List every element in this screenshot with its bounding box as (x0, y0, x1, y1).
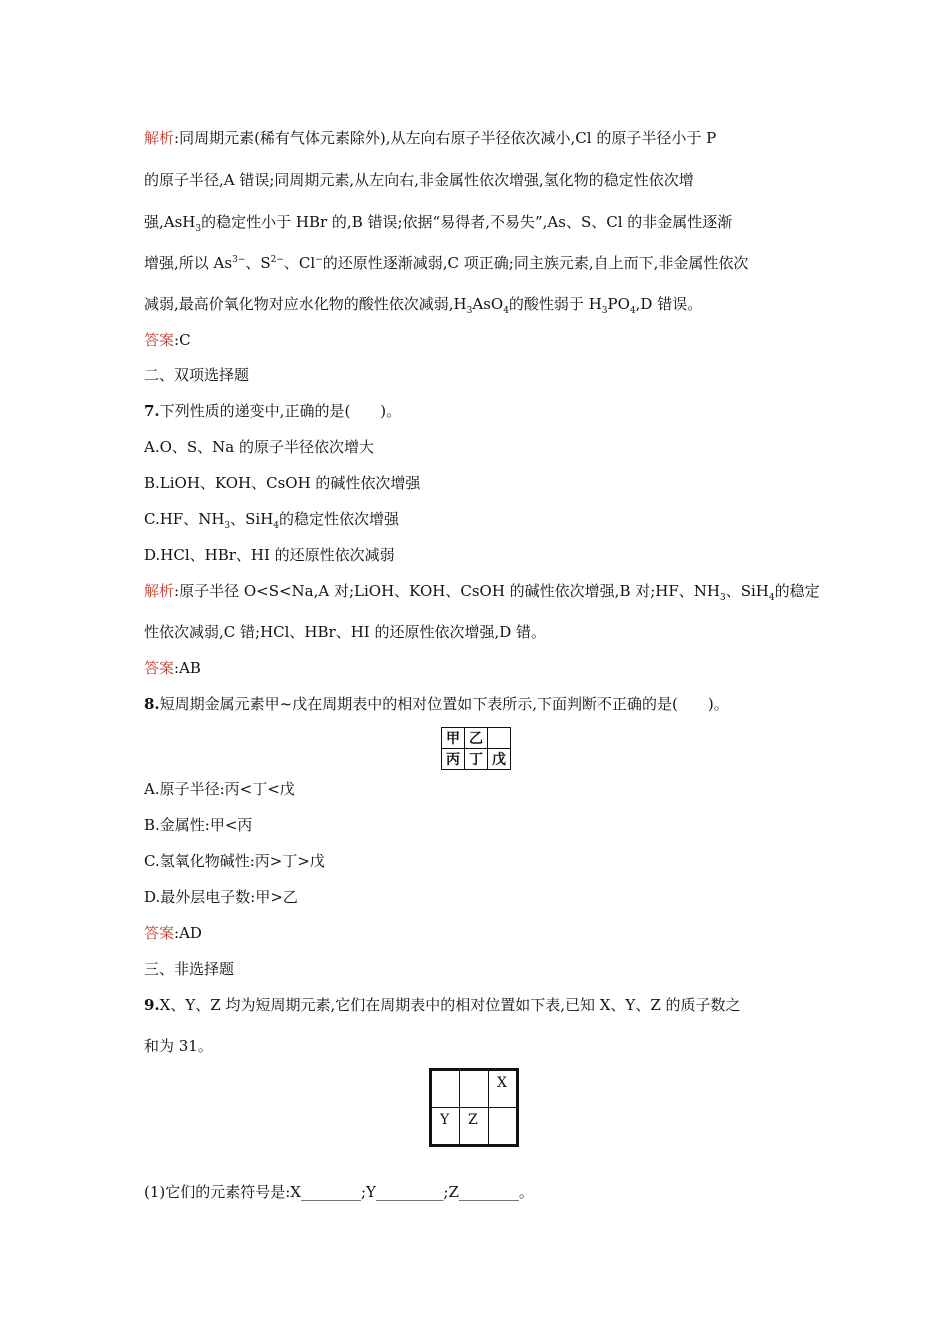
q6-analysis-line-4: 增强,所以 $As^{3-}$、$S^{2-}$、Cl−的还原性逐渐减弱,C 项正确;同主族元素,自上而下,非金属性依次 (144, 254, 749, 272)
section-heading-2: 二、双项选择题 (144, 366, 250, 384)
q7-option-b: B.LiOH、KOH、CsOH 的碱性依次增强 (144, 474, 421, 492)
cell-ding: 丁 (465, 749, 488, 770)
q7-option-d: D.HCl、HBr、HI 的还原性依次减弱 (144, 546, 395, 564)
q6-analysis-line-1: 解析:同周期元素(稀有气体元素除外),从左向右原子半径依次减小,Cl 的原子半径小于 P (144, 129, 717, 147)
cell-jia: 甲 (442, 728, 465, 749)
q6-analysis-line-3: 强,AsH$_3$的稳定性小于 HBr 的,B 错误;依据“易得者,不易失”,As、S、Cl 的非金属性逐渐 (144, 213, 733, 234)
question-number: 7. (144, 402, 160, 420)
cell-yi: 乙 (465, 728, 488, 749)
q7-answer: 答案:AB (144, 659, 201, 677)
q8-option-c: C.氢氧化物碱性:丙>丁>戊 (144, 852, 325, 870)
analysis-label: 解析 (144, 582, 175, 600)
q6-analysis-line-2: 的原子半径,A 错误;同周期元素,从左向右,非金属性依次增强,氢化物的稳定性依次增 (144, 171, 694, 189)
q6-answer: 答案:C (144, 331, 191, 349)
cell-bing: 丙 (442, 749, 465, 770)
cell-wu: 戊 (488, 749, 511, 770)
cell-z: Z (460, 1108, 489, 1146)
q7-analysis-line-2: 性依次减弱,C 错;HCl、HBr、HI 的还原性依次增强,D 错。 (144, 623, 547, 641)
cell-empty (488, 728, 511, 749)
q8-option-b: B.金属性:甲<丙 (144, 816, 253, 834)
q9-stem-line-1: 9.X、Y、Z 均为短周期元素,它们在周期表中的相对位置如下表,已知 X、Y、Z 的质子数之 (144, 996, 741, 1014)
q8-stem: 8.短周期金属元素甲~戊在周期表中的相对位置如下表所示,下面判断不正确的是( )。 (144, 695, 729, 713)
q9-subquestion-1: (1)它们的元素符号是:X________;Y_________;Z________。 (144, 1183, 534, 1201)
q9-stem-line-2: 和为 31。 (144, 1037, 213, 1055)
cell-y: Y (431, 1108, 460, 1146)
question-number: 9. (144, 996, 160, 1014)
answer-label: 答案 (144, 331, 175, 349)
section-heading-3: 三、非选择题 (144, 960, 235, 978)
question-number: 8. (144, 695, 160, 713)
q7-stem: 7.下列性质的递变中,正确的是( )。 (144, 402, 402, 420)
q7-analysis-line-1: 解析:原子半径 O<S<Na,A 对;LiOH、KOH、CsOH 的碱性依次增强,B 对;HF、$NH_3$、SiH$_4$的稳定 (144, 582, 820, 603)
cell-x: X (489, 1070, 518, 1108)
answer-label: 答案 (144, 659, 175, 677)
q6-analysis-line-5: 减弱,最高价氧化物对应水化物的酸性依次减弱$,H_3AsO_4$的酸性弱于 $H_3PO_4,D$ 错误。 (144, 295, 703, 316)
answer-label: 答案 (144, 924, 175, 942)
q8-option-a: A.原子半径:丙<丁<戊 (144, 780, 295, 798)
cell-r2c3 (489, 1108, 518, 1146)
q8-periodic-table (441, 727, 511, 770)
q8-answer: 答案:AD (144, 924, 202, 942)
q7-option-c: C.HF、$NH_3$、SiH$_4$的稳定性依次增强 (144, 510, 400, 531)
analysis-label: 解析 (144, 129, 175, 147)
q8-option-d: D.最外层电子数:甲>乙 (144, 888, 298, 906)
cell-r1c1 (431, 1070, 460, 1108)
cell-r1c2 (460, 1070, 489, 1108)
q7-option-a: A.O、S、Na 的原子半径依次增大 (144, 438, 375, 456)
q9-periodic-table (429, 1068, 519, 1147)
